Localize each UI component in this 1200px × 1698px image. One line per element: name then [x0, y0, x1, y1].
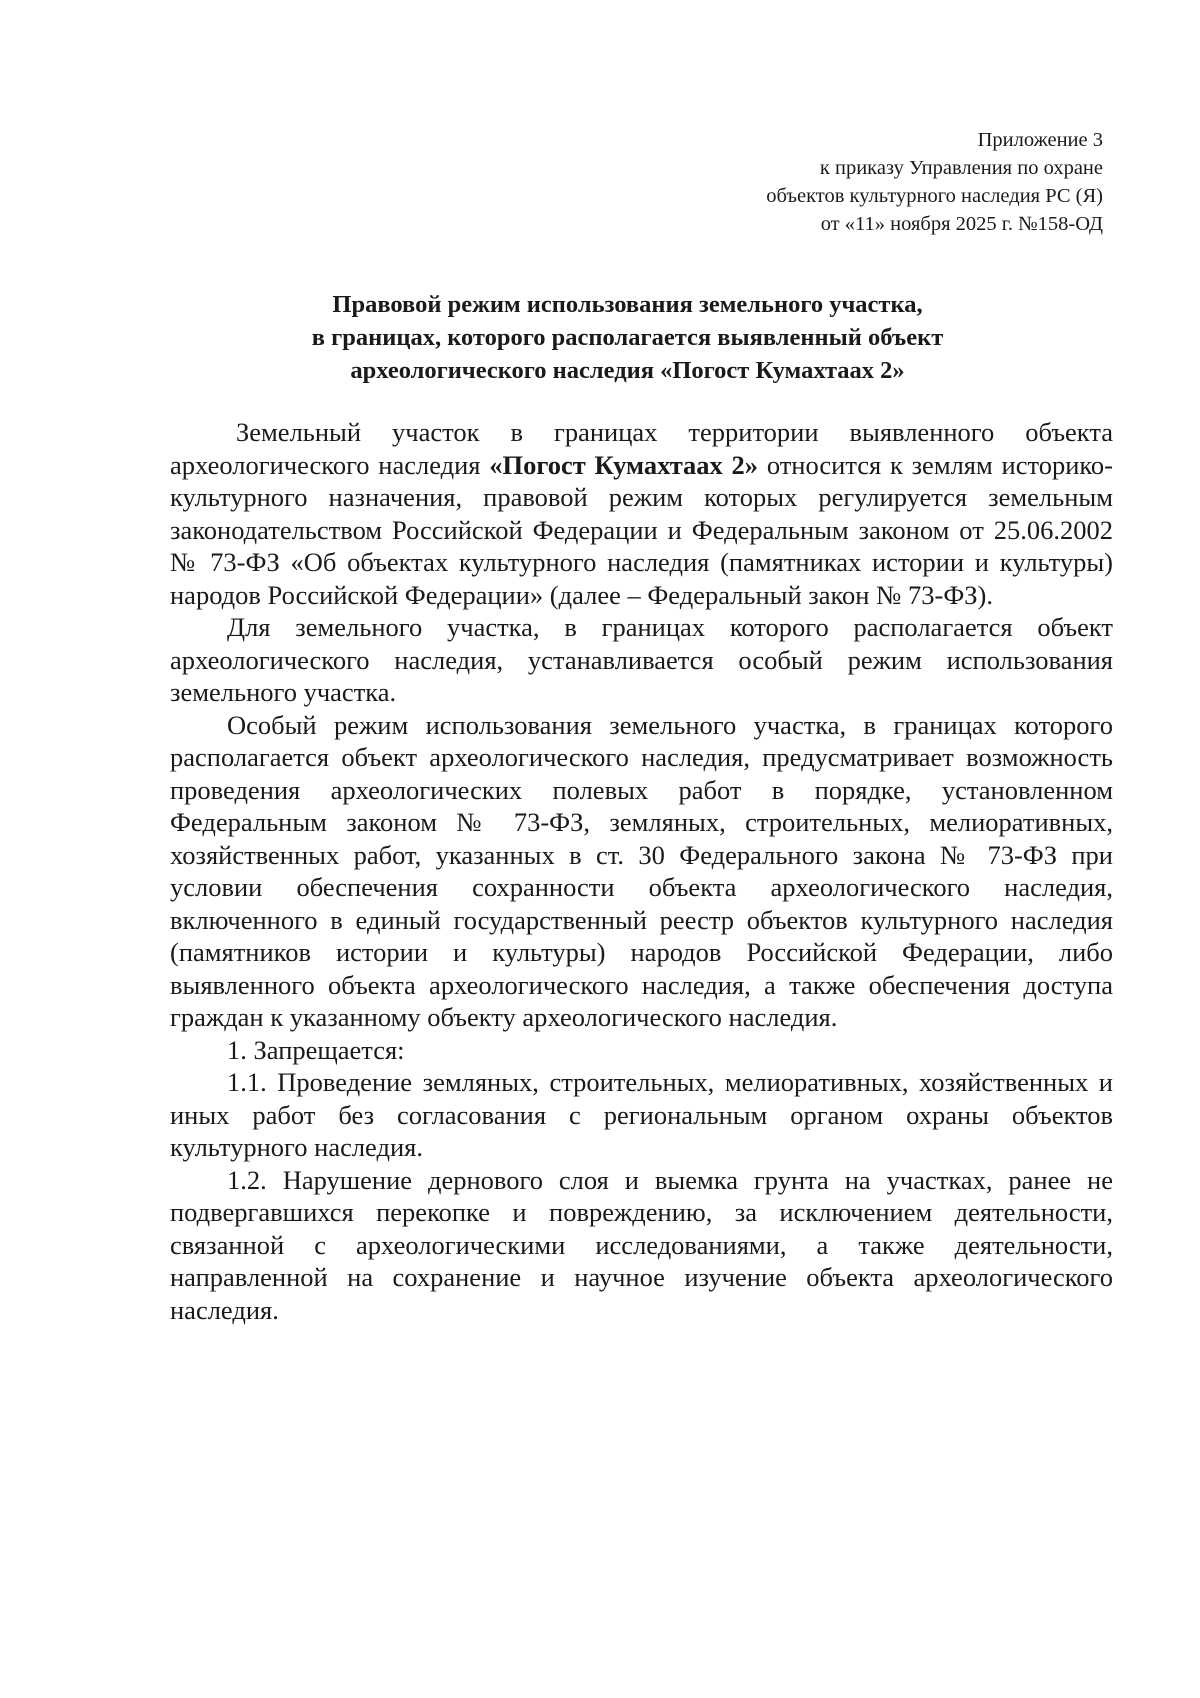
appendix-number: Приложение 3	[977, 129, 1103, 151]
paragraph-prohibited-heading: 1. Запрещается:	[227, 1034, 405, 1065]
paragraph-text: Земельный участок в границах территории выявленного объекта археологического наследия	[170, 417, 1113, 480]
title-line-2: в границах, которого располагается выявленный объект	[311, 324, 944, 351]
title-line-1: Правовой режим использования земельного участка,	[332, 291, 923, 318]
paragraph-regime-details: Особый режим использования земельного участка, в границах которого располагается объект археологического наследия, предусматривает возможность проведения археологических полевых работ в порядке, установленном Федеральным законом № 73-ФЗ, земляных, строительных, мелиоративных, хозяйственных работ, указанных в ст. 30 Федерального закона № 73-ФЗ при условии обеспечения сохранности объекта археологического наследия, включенного в единый государственный реестр объектов культурного наследия (памятников истории и культуры) народов Российской Федерации, либо выявленного объекта археологического наследия, а также обеспечения доступа граждан к указанному объекту археологического наследия.	[170, 709, 1113, 1032]
paragraph-text: относится к землям историко-культурного назначения, правовой режим которых регулируется земельным законодательством Российской Федерации и Федеральным законом от 25.06.2002 № 73-ФЗ «Об объектах культурного наследия (памятниках истории и культуры) народов Российской Федерации» (далее – Федеральный закон № 73-ФЗ).	[170, 449, 1113, 610]
paragraph-item-1-1: 1.1. Проведение земляных, строительных, мелиоративных, хозяйственных и иных работ без согласования с региональным органом охраны объектов культурного наследия.	[170, 1067, 1113, 1162]
title-line-3: археологического наследия «Погост Кумахтаах 2»	[350, 357, 905, 384]
paragraph-special-regime: Для земельного участка, в границах которого располагается объект археологического наследия, устанавливается особый режим использования земельного участка.	[170, 612, 1113, 707]
appendix-header	[766, 126, 1103, 238]
paragraph-land-category	[170, 416, 1113, 611]
order-date-number: от «11» ноября 2025 г. №158-ОД	[820, 213, 1103, 235]
document-body	[170, 416, 1113, 1326]
document-title	[160, 288, 1095, 387]
object-name: «Погост Кумахтаах 2»	[489, 449, 759, 480]
agency-name: объектов культурного наследия РС (Я)	[766, 185, 1103, 207]
order-reference: к приказу Управления по охране	[819, 157, 1103, 179]
paragraph-item-1-2: 1.2. Нарушение дернового слоя и выемка грунта на участках, ранее не подвергавшихся перекопке и повреждению, за исключением деятельности, связанной с археологическими исследованиями, а также деятельности, направленной на сохранение и научное изучение объекта археологического наследия.	[170, 1164, 1113, 1325]
